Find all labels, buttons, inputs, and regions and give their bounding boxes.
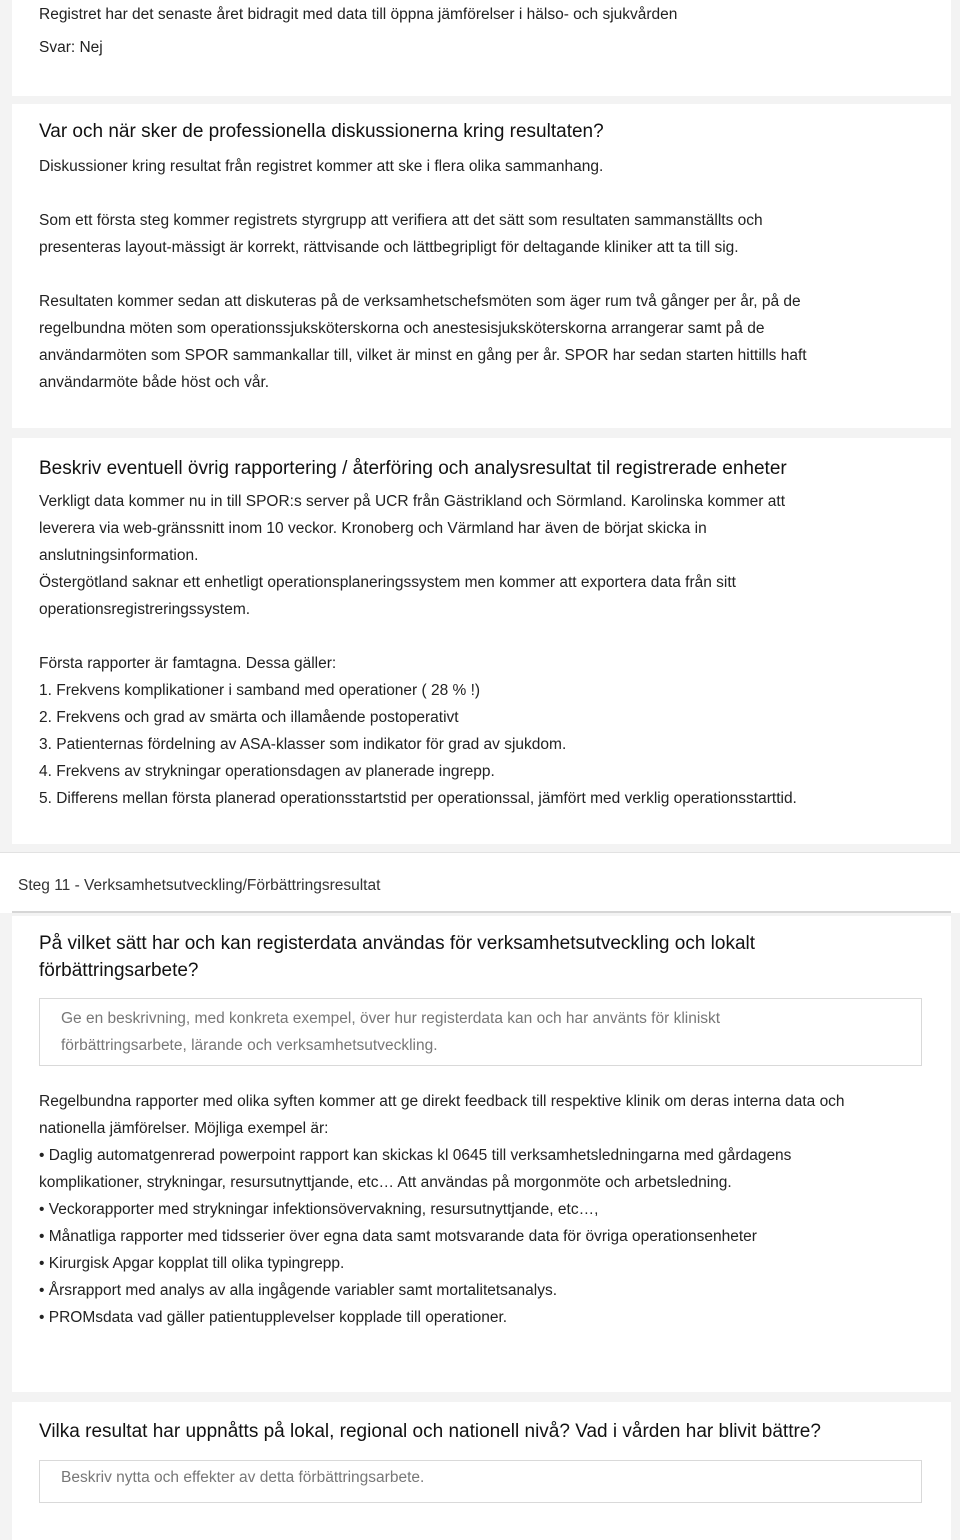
answer-body (39, 488, 785, 623)
answer-paragraph (39, 207, 763, 261)
list-item: • Daglig automatgenrerad powerpoint rapport kan skickas kl 0645 till verksamhetsledningarna med gårdagens (39, 1147, 792, 1164)
step-title: Steg 11 - Verksamhetsutveckling/Förbättringsresultat (18, 877, 381, 894)
list-item: • Årsrapport med analys av alla ingågende variabler samt mortalitetsanalys. (39, 1282, 558, 1299)
text-line: Verkligt data kommer nu in till SPOR:s server på UCR från Gästrikland och Sörmland. Karolinska kommer att (39, 493, 785, 510)
text-line: komplikationer, strykningar, resursutnyttjande, etc… Att användas på morgonmöte och arbetsledning. (39, 1174, 732, 1191)
results-card (12, 1402, 951, 1540)
hint-line: förbättringsarbete, lärande och verksamhetsutveckling. (61, 1037, 438, 1054)
text-line: användarmöten som SPOR sammankallar till, vilket är minst en gång per år. SPOR har sedan starten hittills haft (39, 347, 807, 364)
list-item: • Kirurgisk Apgar kopplat till olika typingrepp. (39, 1255, 345, 1272)
answer-body (39, 1088, 845, 1331)
question-title: Var och när sker de professionella diskussionerna kring resultaten? (39, 121, 604, 142)
list-item: 2. Frekvens och grad av smärta och illamående postoperativt (39, 709, 459, 726)
text-line: operationsregistreringssystem. (39, 601, 251, 618)
hint-box (39, 1460, 922, 1503)
list-intro: Första rapporter är famtagna. Dessa gäller: (39, 655, 337, 672)
title-line: På vilket sätt har och kan registerdata användas för verksamhetsutveckling och lokalt (39, 933, 756, 954)
list-item: • PROMsdata vad gäller patientupplevelser kopplade till operationer. (39, 1309, 508, 1326)
answer-paragraph (39, 288, 807, 396)
list-item: 3. Patienternas fördelning av ASA-klasser som indikator för grad av sjukdom. (39, 736, 567, 753)
question-title: Beskriv eventuell övrig rapportering / återföring och analysresultat til registrerade enheter (39, 458, 787, 479)
text-line: regelbundna möten som operationssjuksköterskorna och anestesisjuksköterskorna arrangerar samt på de (39, 320, 765, 337)
answer-paragraph: Diskussioner kring resultat från registret kommer att ske i flera olika sammanhang. (39, 158, 604, 175)
discussion-card (12, 104, 951, 428)
list-item: 1. Frekvens komplikationer i samband med operationer ( 28 % !) (39, 682, 481, 699)
list-item: • Månatliga rapporter med tidsserier över egna data samt motsvarande data för övriga operationsenheter (39, 1228, 757, 1245)
open-comparisons-card (12, 0, 951, 96)
text-line: Regelbundna rapporter med olika syften kommer att ge direkt feedback till respektive klinik om deras interna data och (39, 1093, 845, 1110)
text-line: Resultaten kommer sedan att diskuteras på de verksamhetschefsmöten som äger rum två gånger per år, på de (39, 293, 801, 310)
question-text: Registret har det senaste året bidragit med data till öppna jämförelser i hälso- och sjukvården (39, 6, 678, 23)
reporting-card (12, 438, 951, 844)
divider (12, 911, 951, 913)
text-line: Östergötland saknar ett enhetligt operationsplaneringssystem men kommer att exportera data från sitt (39, 574, 736, 591)
question-title: Vilka resultat har uppnåtts på lokal, regional och nationell nivå? Vad i vården har blivit bättre? (39, 1421, 821, 1442)
answer-text: Svar: Nej (39, 39, 103, 56)
step-header (0, 852, 960, 913)
hint-box (39, 998, 922, 1066)
text-line: användarmöte både höst och vår. (39, 374, 270, 391)
text-line: presenteras layout-mässigt är korrekt, rättvisande och lättbegripligt för deltagande kliniker att ta till sig. (39, 239, 739, 256)
list-item: 4. Frekvens av strykningar operationsdagen av planerade ingrepp. (39, 763, 495, 780)
text-line: leverera via web-gränssnitt inom 10 veckor. Kronoberg och Värmland har även de börjat skicka in (39, 520, 707, 537)
text-line: nationella jämförelser. Möjliga exempel är: (39, 1120, 329, 1137)
title-line: förbättringsarbete? (39, 960, 199, 981)
text-line: Som ett första steg kommer registrets styrgrupp att verifiera att det sätt som resultaten sammanställts och (39, 212, 763, 229)
improvement-usage-card (12, 916, 951, 1392)
list-item: 5. Differens mellan första planerad operationsstartstid per operationssal, jämfört med verklig operationsstarttid. (39, 790, 797, 807)
hint-line: Ge en beskrivning, med konkreta exempel, över hur registerdata kan och har använts för kliniskt (61, 1010, 721, 1027)
report-list (39, 650, 797, 812)
list-item: • Veckorapporter med strykningar infektionsövervakning, resursutnyttjande, etc…, (39, 1201, 599, 1218)
question-title (39, 930, 755, 984)
hint-line: Beskriv nytta och effekter av detta förbättringsarbete. (61, 1469, 425, 1486)
text-line: anslutningsinformation. (39, 547, 199, 564)
